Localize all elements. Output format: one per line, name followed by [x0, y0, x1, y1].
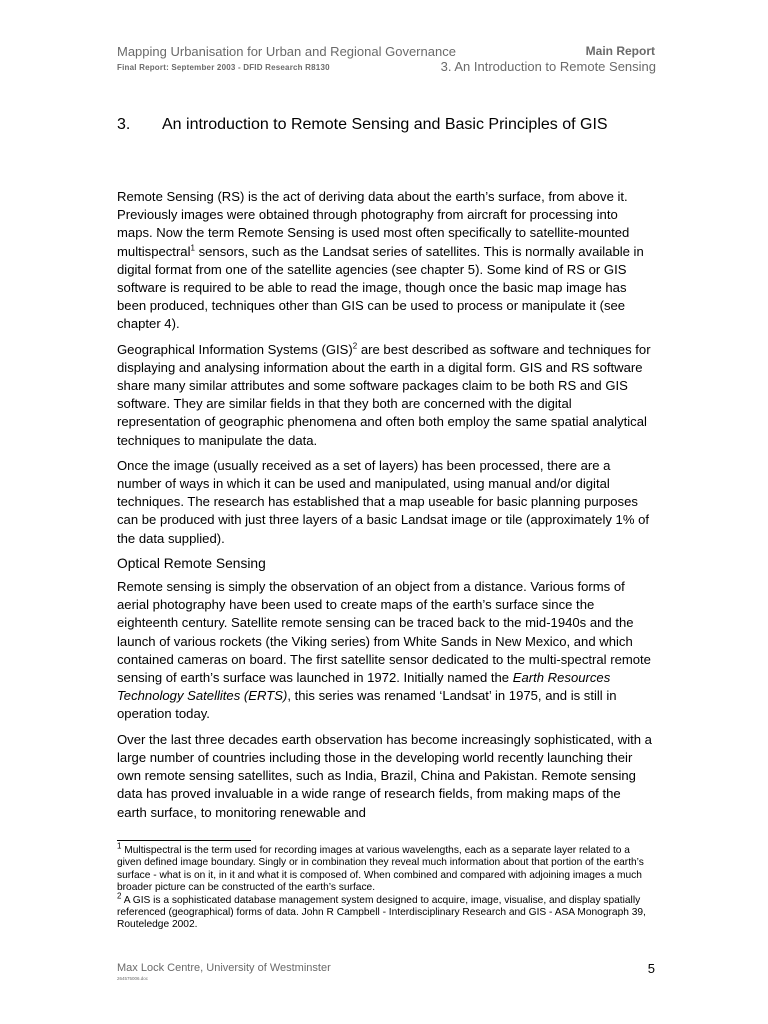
chapter-heading [117, 115, 647, 135]
chapter-number: 3. [117, 116, 131, 133]
page-number: 5 [647, 961, 655, 976]
running-header-report: Main Report [585, 44, 655, 58]
section-subheading: Optical Remote Sensing [117, 555, 266, 571]
footer-institution: Max Lock Centre, University of Westminster [117, 962, 331, 974]
footer-filename: 264575006.doc [117, 976, 149, 981]
chapter-title: An introduction to Remote Sensing and Basic Principles of GIS [162, 116, 608, 133]
running-header-chapter: 3. An Introduction to Remote Sensing [440, 59, 656, 74]
paragraph-gis-definition: Geographical Information Systems (GIS)$^2$ are best described as software and techniques for displaying and analysing information about the earth in a digital form. GIS and RS software share many similar attributes and some software packages claim to be both RS and GIS software. They are similar fields in that they both are concerned with the digital representation of geographic phenomena and often both employ the same spatial analytical techniques to manipulate the data. [117, 341, 651, 448]
paragraph-image-processing: Once the image (usually received as a set of layers) has been processed, there are a number of ways in which it can be used and manipulated, using manual and/or digital techniques. The research has established that a map useable for basic planning purposes can be produced with just three layers of a basic Landsat image or tile (approximately 1% of the data supplied). [117, 457, 650, 546]
footnote-separator [117, 840, 251, 841]
paragraph-earth-observation: Over the last three decades earth observation has become increasingly sophisticated, with a large number of countries including those in the developing world recently launching their own remote sensing satellites, such as India, Brazil, China and Pakistan. Remote sensing data has proved invaluable in a wide range of research fields, from making maps of the earth surface, to monitoring renewable and [117, 731, 652, 820]
paragraph-remote-sensing-intro: Remote Sensing (RS) is the act of deriving data about the earth’s surface, from above it. Previously images were obtained through photography from aircraft for processing into maps. Now the term Remote Sensing is used most often specifically to satellite-mounted multispectral$^1$ sensors, such as the Landsat series of satellites. This is normally available in digital format from one of the satellite agencies (see chapter 5). Some kind of RS or GIS software is required to be able to read the image, though once the basic map image has been produced, techniques other than GIS can be used to process or manipulate it (see chapter 4). [117, 189, 644, 332]
footnote-ref-1: 1 [190, 243, 195, 253]
body-text [117, 188, 653, 829]
running-header-title: Mapping Urbanisation for Urban and Regional Governance [117, 44, 456, 59]
paragraph-optical-remote-sensing: Remote sensing is simply the observation of an object from a distance. Various forms of aerial photography have been used to create maps of the earth’s surface since the eighteenth century. Satellite remote sensing can be traced back to the mid-1940s and the launch of various rockets (the Viking series) from White Sands in New Mexico, and which contained cameras on board. The first satellite sensor dedicated to the multi-spectral remote sensing of earth’s surface was launched in 1972. Initially named the Earth Resources Technology Satellites (ERTS), this series was renamed ‘Landsat’ in 1975, and is still in operation today. [117, 579, 651, 722]
running-header-subtitle: Final Report: September 2003 - DFID Research R8130 [117, 63, 330, 72]
footnote-2: $^2$ A GIS is a sophisticated database management system designed to acquire, image, visualise, and display spatially referenced (geographical) forms of data. John R Campbell - Interdisciplinary Research and GIS - ASA Monograph 39, Routeledge 2002. [117, 891, 646, 931]
footnote-1: $^1$ Multispectral is the term used for recording images at various wavelengths, each as a separate layer related to a given defined image boundary. Singly or in combination they reveal much information about that portion of the earth’s surface - what is on it, in it and what it is composed of. When combined and compared with adjoining images a much broader picture can be constructed of the earth’s surface. [117, 841, 644, 894]
footnote-ref-2: 2 [352, 341, 358, 351]
footnotes [117, 841, 653, 932]
erts-italic: Earth Resources Technology Satellites (ERTS) [117, 670, 611, 704]
